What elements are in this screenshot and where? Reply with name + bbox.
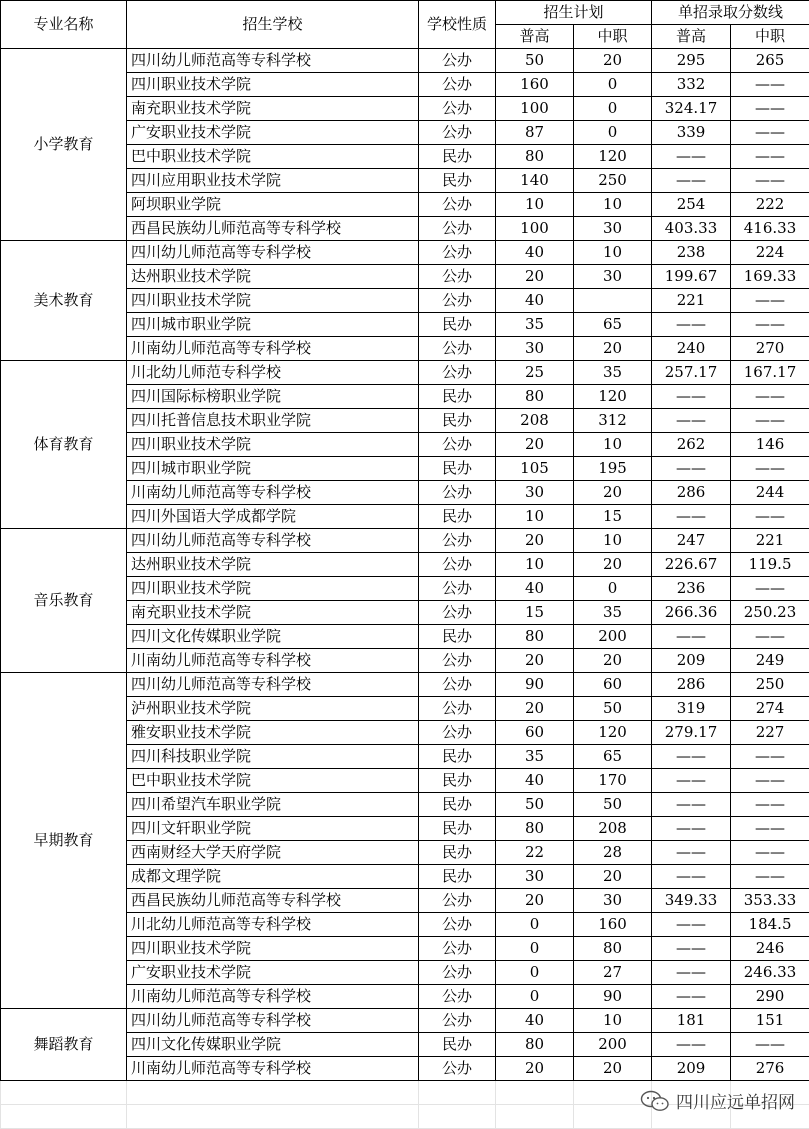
major-cell: 体育教育 <box>1 361 127 529</box>
score-putong-cell: 236 <box>652 577 731 601</box>
school-cell: 四川幼儿师范高等专科学校 <box>127 241 419 265</box>
plan-zhongzhi-cell: 10 <box>574 433 652 457</box>
plan-zhongzhi-cell: 27 <box>574 961 652 985</box>
score-putong-cell: 209 <box>652 1057 731 1081</box>
plan-zhongzhi-cell: 35 <box>574 361 652 385</box>
score-zhongzhi-cell: 227 <box>731 721 809 745</box>
score-putong-cell: 181 <box>652 1009 731 1033</box>
school-cell: 川南幼儿师范高等专科学校 <box>127 1057 419 1081</box>
school-cell: 川南幼儿师范高等专科学校 <box>127 985 419 1009</box>
nature-cell: 公办 <box>419 217 496 241</box>
nature-cell: 公办 <box>419 913 496 937</box>
school-cell: 南充职业技术学院 <box>127 601 419 625</box>
plan-zhongzhi-cell: 50 <box>574 793 652 817</box>
score-zhongzhi-cell: —— <box>731 817 809 841</box>
table-row <box>1 1009 809 1033</box>
plan-zhongzhi-cell: 200 <box>574 625 652 649</box>
nature-cell: 民办 <box>419 457 496 481</box>
nature-cell: 公办 <box>419 673 496 697</box>
score-putong-cell: —— <box>652 313 731 337</box>
nature-cell: 公办 <box>419 961 496 985</box>
score-putong-cell: 226.67 <box>652 553 731 577</box>
plan-putong-cell: 0 <box>496 937 574 961</box>
empty-cell <box>127 1105 419 1129</box>
score-zhongzhi-cell: —— <box>731 121 809 145</box>
nature-cell: 公办 <box>419 889 496 913</box>
score-putong-cell: 254 <box>652 193 731 217</box>
plan-putong-cell: 40 <box>496 1009 574 1033</box>
score-zhongzhi-cell: 416.33 <box>731 217 809 241</box>
plan-putong-cell: 100 <box>496 217 574 241</box>
score-putong-cell: —— <box>652 1033 731 1057</box>
plan-putong-cell: 20 <box>496 1057 574 1081</box>
score-zhongzhi-cell: 146 <box>731 433 809 457</box>
nature-cell: 公办 <box>419 265 496 289</box>
header-nature: 学校性质 <box>419 1 496 49</box>
header-score-zhongzhi: 中职 <box>731 25 809 49</box>
empty-cell <box>419 1081 496 1105</box>
plan-putong-cell: 50 <box>496 49 574 73</box>
nature-cell: 公办 <box>419 1009 496 1033</box>
school-cell: 广安职业技术学院 <box>127 961 419 985</box>
nature-cell: 公办 <box>419 553 496 577</box>
score-putong-cell: 403.33 <box>652 217 731 241</box>
score-putong-cell: —— <box>652 913 731 937</box>
school-cell: 川南幼儿师范高等专科学校 <box>127 481 419 505</box>
plan-putong-cell: 20 <box>496 529 574 553</box>
score-putong-cell: —— <box>652 985 731 1009</box>
plan-zhongzhi-cell: 120 <box>574 385 652 409</box>
school-cell: 雅安职业技术学院 <box>127 721 419 745</box>
score-putong-cell: 266.36 <box>652 601 731 625</box>
plan-putong-cell: 40 <box>496 769 574 793</box>
table-row <box>1 529 809 553</box>
score-zhongzhi-cell: 221 <box>731 529 809 553</box>
score-putong-cell: 279.17 <box>652 721 731 745</box>
score-zhongzhi-cell: 246 <box>731 937 809 961</box>
nature-cell: 公办 <box>419 937 496 961</box>
score-zhongzhi-cell: 290 <box>731 985 809 1009</box>
score-zhongzhi-cell: 270 <box>731 337 809 361</box>
plan-zhongzhi-cell: 170 <box>574 769 652 793</box>
score-zhongzhi-cell: —— <box>731 769 809 793</box>
score-putong-cell: 262 <box>652 433 731 457</box>
plan-putong-cell: 50 <box>496 793 574 817</box>
score-putong-cell: 221 <box>652 289 731 313</box>
nature-cell: 公办 <box>419 121 496 145</box>
plan-putong-cell: 140 <box>496 169 574 193</box>
nature-cell: 公办 <box>419 97 496 121</box>
plan-zhongzhi-cell: 35 <box>574 601 652 625</box>
plan-zhongzhi-cell: 195 <box>574 457 652 481</box>
score-zhongzhi-cell: —— <box>731 505 809 529</box>
plan-zhongzhi-cell: 20 <box>574 553 652 577</box>
wechat-icon <box>640 1090 670 1112</box>
nature-cell: 公办 <box>419 529 496 553</box>
school-cell: 西南财经大学天府学院 <box>127 841 419 865</box>
plan-zhongzhi-cell: 0 <box>574 121 652 145</box>
header-plan: 招生计划 <box>496 1 652 25</box>
nature-cell: 公办 <box>419 481 496 505</box>
score-zhongzhi-cell: —— <box>731 745 809 769</box>
plan-putong-cell: 20 <box>496 889 574 913</box>
score-zhongzhi-cell: 274 <box>731 697 809 721</box>
school-cell: 川北幼儿师范专科学校 <box>127 361 419 385</box>
plan-zhongzhi-cell: 20 <box>574 337 652 361</box>
plan-putong-cell: 40 <box>496 289 574 313</box>
plan-putong-cell: 25 <box>496 361 574 385</box>
plan-zhongzhi-cell: 30 <box>574 217 652 241</box>
nature-cell: 民办 <box>419 793 496 817</box>
score-zhongzhi-cell: 265 <box>731 49 809 73</box>
empty-cell <box>496 1105 574 1129</box>
plan-zhongzhi-cell: 50 <box>574 697 652 721</box>
school-cell: 四川幼儿师范高等专科学校 <box>127 49 419 73</box>
school-cell: 四川应用职业技术学院 <box>127 169 419 193</box>
plan-zhongzhi-cell: 80 <box>574 937 652 961</box>
plan-putong-cell: 60 <box>496 721 574 745</box>
school-cell: 达州职业技术学院 <box>127 553 419 577</box>
plan-putong-cell: 160 <box>496 73 574 97</box>
score-zhongzhi-cell: 244 <box>731 481 809 505</box>
school-cell: 南充职业技术学院 <box>127 97 419 121</box>
plan-zhongzhi-cell: 250 <box>574 169 652 193</box>
plan-putong-cell: 80 <box>496 385 574 409</box>
score-putong-cell: —— <box>652 865 731 889</box>
nature-cell: 公办 <box>419 289 496 313</box>
score-putong-cell: —— <box>652 385 731 409</box>
major-cell: 音乐教育 <box>1 529 127 673</box>
plan-putong-cell: 0 <box>496 961 574 985</box>
score-zhongzhi-cell: 222 <box>731 193 809 217</box>
school-cell: 西昌民族幼儿师范高等专科学校 <box>127 217 419 241</box>
score-zhongzhi-cell: —— <box>731 841 809 865</box>
school-cell: 成都文理学院 <box>127 865 419 889</box>
plan-zhongzhi-cell: 0 <box>574 97 652 121</box>
score-zhongzhi-cell: —— <box>731 409 809 433</box>
plan-putong-cell: 10 <box>496 193 574 217</box>
nature-cell: 公办 <box>419 721 496 745</box>
school-cell: 巴中职业技术学院 <box>127 145 419 169</box>
score-zhongzhi-cell: 276 <box>731 1057 809 1081</box>
nature-cell: 公办 <box>419 361 496 385</box>
nature-cell: 公办 <box>419 985 496 1009</box>
score-putong-cell: 238 <box>652 241 731 265</box>
score-putong-cell: —— <box>652 505 731 529</box>
nature-cell: 公办 <box>419 1057 496 1081</box>
plan-zhongzhi-cell <box>574 289 652 313</box>
nature-cell: 公办 <box>419 49 496 73</box>
nature-cell: 民办 <box>419 409 496 433</box>
empty-cell <box>419 1105 496 1129</box>
score-putong-cell: 349.33 <box>652 889 731 913</box>
watermark-text: 四川应远单招网 <box>676 1093 795 1113</box>
plan-zhongzhi-cell: 0 <box>574 73 652 97</box>
score-zhongzhi-cell: —— <box>731 289 809 313</box>
plan-zhongzhi-cell: 20 <box>574 1057 652 1081</box>
score-zhongzhi-cell: —— <box>731 97 809 121</box>
plan-putong-cell: 20 <box>496 697 574 721</box>
plan-putong-cell: 35 <box>496 745 574 769</box>
nature-cell: 民办 <box>419 865 496 889</box>
plan-zhongzhi-cell: 30 <box>574 265 652 289</box>
watermark <box>640 1088 795 1113</box>
plan-zhongzhi-cell: 20 <box>574 481 652 505</box>
plan-zhongzhi-cell: 65 <box>574 745 652 769</box>
header-score-putong: 普高 <box>652 25 731 49</box>
score-zhongzhi-cell: —— <box>731 457 809 481</box>
nature-cell: 公办 <box>419 193 496 217</box>
score-zhongzhi-cell: —— <box>731 625 809 649</box>
school-cell: 四川城市职业学院 <box>127 457 419 481</box>
score-zhongzhi-cell: —— <box>731 865 809 889</box>
plan-zhongzhi-cell: 0 <box>574 577 652 601</box>
table-row <box>1 361 809 385</box>
school-cell: 四川国际标榜职业学院 <box>127 385 419 409</box>
plan-putong-cell: 80 <box>496 145 574 169</box>
plan-zhongzhi-cell: 312 <box>574 409 652 433</box>
school-cell: 川南幼儿师范高等专科学校 <box>127 649 419 673</box>
score-putong-cell: —— <box>652 769 731 793</box>
score-putong-cell: —— <box>652 409 731 433</box>
school-cell: 四川科技职业学院 <box>127 745 419 769</box>
score-zhongzhi-cell: 249 <box>731 649 809 673</box>
score-zhongzhi-cell: —— <box>731 73 809 97</box>
score-putong-cell: —— <box>652 793 731 817</box>
plan-putong-cell: 40 <box>496 577 574 601</box>
score-putong-cell: 286 <box>652 481 731 505</box>
plan-putong-cell: 40 <box>496 241 574 265</box>
nature-cell: 民办 <box>419 769 496 793</box>
score-zhongzhi-cell: 224 <box>731 241 809 265</box>
plan-zhongzhi-cell: 15 <box>574 505 652 529</box>
score-zhongzhi-cell: 151 <box>731 1009 809 1033</box>
plan-putong-cell: 80 <box>496 817 574 841</box>
score-putong-cell: —— <box>652 937 731 961</box>
score-putong-cell: 199.67 <box>652 265 731 289</box>
plan-putong-cell: 0 <box>496 985 574 1009</box>
plan-putong-cell: 22 <box>496 841 574 865</box>
plan-zhongzhi-cell: 120 <box>574 145 652 169</box>
score-putong-cell: —— <box>652 745 731 769</box>
major-cell: 小学教育 <box>1 49 127 241</box>
plan-zhongzhi-cell: 28 <box>574 841 652 865</box>
score-putong-cell: 209 <box>652 649 731 673</box>
school-cell: 广安职业技术学院 <box>127 121 419 145</box>
score-zhongzhi-cell: 169.33 <box>731 265 809 289</box>
score-zhongzhi-cell: 250.23 <box>731 601 809 625</box>
score-zhongzhi-cell: —— <box>731 793 809 817</box>
nature-cell: 公办 <box>419 241 496 265</box>
table-row <box>1 49 809 73</box>
plan-putong-cell: 10 <box>496 505 574 529</box>
plan-putong-cell: 10 <box>496 553 574 577</box>
plan-zhongzhi-cell: 120 <box>574 721 652 745</box>
nature-cell: 民办 <box>419 169 496 193</box>
score-putong-cell: 240 <box>652 337 731 361</box>
plan-putong-cell: 80 <box>496 625 574 649</box>
header-major: 专业名称 <box>1 1 127 49</box>
score-zhongzhi-cell: 246.33 <box>731 961 809 985</box>
score-putong-cell: —— <box>652 169 731 193</box>
table-row <box>1 673 809 697</box>
score-putong-cell: 286 <box>652 673 731 697</box>
plan-zhongzhi-cell: 20 <box>574 649 652 673</box>
score-putong-cell: 247 <box>652 529 731 553</box>
nature-cell: 民办 <box>419 505 496 529</box>
school-cell: 四川职业技术学院 <box>127 289 419 313</box>
plan-putong-cell: 87 <box>496 121 574 145</box>
nature-cell: 民办 <box>419 841 496 865</box>
plan-putong-cell: 30 <box>496 481 574 505</box>
score-zhongzhi-cell: —— <box>731 145 809 169</box>
school-cell: 西昌民族幼儿师范高等专科学校 <box>127 889 419 913</box>
school-cell: 四川托普信息技术职业学院 <box>127 409 419 433</box>
plan-zhongzhi-cell: 10 <box>574 1009 652 1033</box>
score-putong-cell: —— <box>652 145 731 169</box>
plan-putong-cell: 35 <box>496 313 574 337</box>
school-cell: 四川职业技术学院 <box>127 577 419 601</box>
plan-putong-cell: 20 <box>496 433 574 457</box>
nature-cell: 公办 <box>419 601 496 625</box>
nature-cell: 公办 <box>419 577 496 601</box>
score-zhongzhi-cell: —— <box>731 1033 809 1057</box>
plan-zhongzhi-cell: 10 <box>574 193 652 217</box>
plan-zhongzhi-cell: 20 <box>574 865 652 889</box>
score-zhongzhi-cell: —— <box>731 313 809 337</box>
school-cell: 川南幼儿师范高等专科学校 <box>127 337 419 361</box>
school-cell: 阿坝职业学院 <box>127 193 419 217</box>
score-zhongzhi-cell: —— <box>731 385 809 409</box>
score-putong-cell: —— <box>652 817 731 841</box>
plan-putong-cell: 20 <box>496 265 574 289</box>
empty-cell <box>496 1081 574 1105</box>
school-cell: 巴中职业技术学院 <box>127 769 419 793</box>
score-putong-cell: 339 <box>652 121 731 145</box>
nature-cell: 民办 <box>419 625 496 649</box>
plan-putong-cell: 80 <box>496 1033 574 1057</box>
score-zhongzhi-cell: 353.33 <box>731 889 809 913</box>
score-putong-cell: 257.17 <box>652 361 731 385</box>
major-cell: 早期教育 <box>1 673 127 1009</box>
school-cell: 达州职业技术学院 <box>127 265 419 289</box>
nature-cell: 民办 <box>419 745 496 769</box>
school-cell: 四川外国语大学成都学院 <box>127 505 419 529</box>
plan-putong-cell: 0 <box>496 913 574 937</box>
school-cell: 四川文轩职业学院 <box>127 817 419 841</box>
score-putong-cell: —— <box>652 457 731 481</box>
major-cell: 舞蹈教育 <box>1 1009 127 1081</box>
header-score: 单招录取分数线 <box>652 1 809 25</box>
score-zhongzhi-cell: —— <box>731 169 809 193</box>
nature-cell: 公办 <box>419 337 496 361</box>
header-row-1 <box>1 1 809 25</box>
plan-putong-cell: 208 <box>496 409 574 433</box>
plan-putong-cell: 105 <box>496 457 574 481</box>
school-cell: 四川幼儿师范高等专科学校 <box>127 673 419 697</box>
school-cell: 四川文化传媒职业学院 <box>127 1033 419 1057</box>
nature-cell: 民办 <box>419 1033 496 1057</box>
school-cell: 四川文化传媒职业学院 <box>127 625 419 649</box>
plan-zhongzhi-cell: 60 <box>574 673 652 697</box>
nature-cell: 民办 <box>419 145 496 169</box>
school-cell: 泸州职业技术学院 <box>127 697 419 721</box>
empty-cell <box>127 1081 419 1105</box>
plan-putong-cell: 90 <box>496 673 574 697</box>
school-cell: 四川幼儿师范高等专科学校 <box>127 529 419 553</box>
school-cell: 四川职业技术学院 <box>127 937 419 961</box>
score-zhongzhi-cell: 167.17 <box>731 361 809 385</box>
plan-zhongzhi-cell: 10 <box>574 529 652 553</box>
school-cell: 四川职业技术学院 <box>127 433 419 457</box>
plan-putong-cell: 20 <box>496 649 574 673</box>
nature-cell: 民办 <box>419 385 496 409</box>
score-putong-cell: 332 <box>652 73 731 97</box>
nature-cell: 公办 <box>419 73 496 97</box>
score-putong-cell: 295 <box>652 49 731 73</box>
school-cell: 四川城市职业学院 <box>127 313 419 337</box>
empty-cell <box>1 1081 127 1105</box>
empty-cell <box>1 1105 127 1129</box>
nature-cell: 民办 <box>419 313 496 337</box>
plan-zhongzhi-cell: 10 <box>574 241 652 265</box>
school-cell: 四川希望汽车职业学院 <box>127 793 419 817</box>
school-cell: 四川职业技术学院 <box>127 73 419 97</box>
plan-putong-cell: 100 <box>496 97 574 121</box>
school-cell: 川北幼儿师范高等专科学校 <box>127 913 419 937</box>
header-school: 招生学校 <box>127 1 419 49</box>
nature-cell: 公办 <box>419 433 496 457</box>
score-putong-cell: —— <box>652 625 731 649</box>
score-putong-cell: 324.17 <box>652 97 731 121</box>
score-zhongzhi-cell: —— <box>731 577 809 601</box>
nature-cell: 公办 <box>419 697 496 721</box>
major-cell: 美术教育 <box>1 241 127 361</box>
score-zhongzhi-cell: 184.5 <box>731 913 809 937</box>
header-plan-zhongzhi: 中职 <box>574 25 652 49</box>
plan-zhongzhi-cell: 200 <box>574 1033 652 1057</box>
plan-zhongzhi-cell: 160 <box>574 913 652 937</box>
plan-zhongzhi-cell: 90 <box>574 985 652 1009</box>
nature-cell: 民办 <box>419 817 496 841</box>
plan-putong-cell: 30 <box>496 337 574 361</box>
plan-zhongzhi-cell: 30 <box>574 889 652 913</box>
table-row <box>1 241 809 265</box>
plan-zhongzhi-cell: 208 <box>574 817 652 841</box>
plan-zhongzhi-cell: 20 <box>574 49 652 73</box>
plan-zhongzhi-cell: 65 <box>574 313 652 337</box>
score-putong-cell: 319 <box>652 697 731 721</box>
school-cell: 四川幼儿师范高等专科学校 <box>127 1009 419 1033</box>
score-zhongzhi-cell: 250 <box>731 673 809 697</box>
nature-cell: 公办 <box>419 649 496 673</box>
score-putong-cell: —— <box>652 841 731 865</box>
header-plan-putong: 普高 <box>496 25 574 49</box>
plan-putong-cell: 15 <box>496 601 574 625</box>
score-zhongzhi-cell: 119.5 <box>731 553 809 577</box>
plan-putong-cell: 30 <box>496 865 574 889</box>
score-putong-cell: —— <box>652 961 731 985</box>
